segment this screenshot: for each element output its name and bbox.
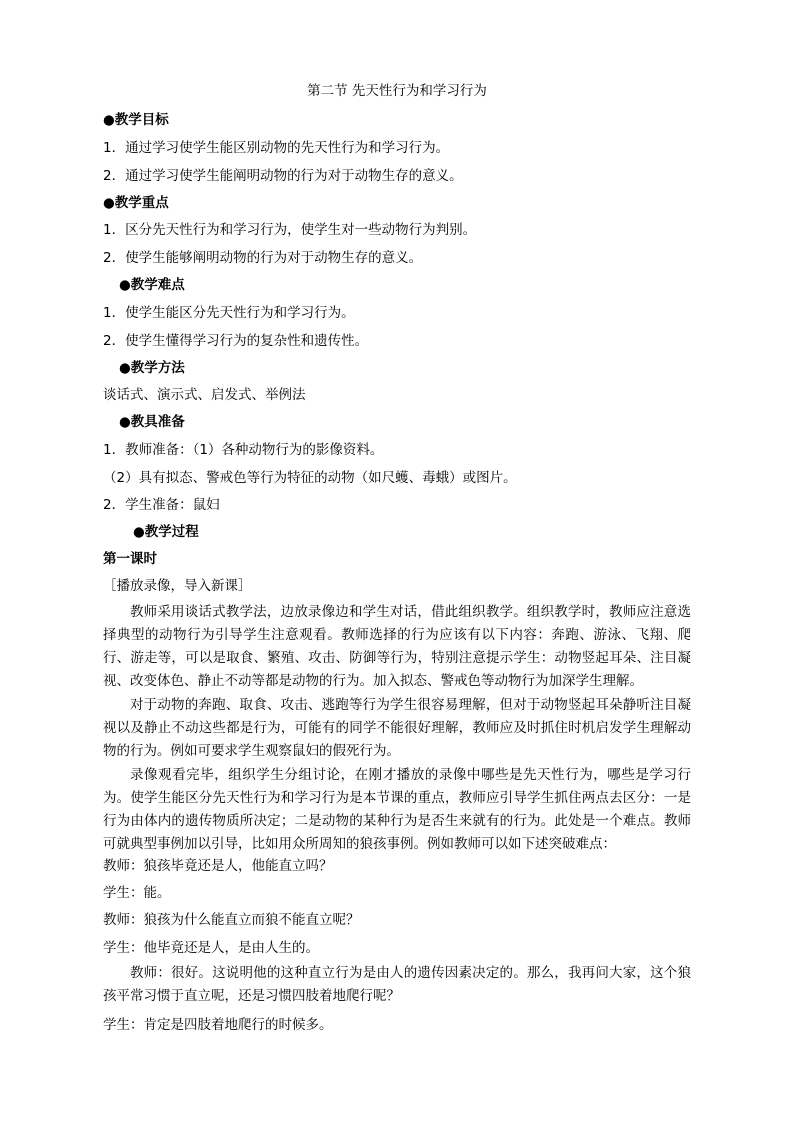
page-title: 第二节 先天性行为和学习行为	[307, 83, 487, 99]
lesson-heading: 第一课时	[103, 551, 157, 567]
heading-teaching-tools: ●教具准备	[119, 414, 185, 430]
dialog-line-5: 教师：很好。这说明他的这种直立行为是由人的遗传因素决定的。那么，我再问大家，这个狼孩平常习惯于直立呢，还是习惯四肢着地爬行呢？	[103, 965, 691, 1004]
paragraph-1: 教师采用谈话式教学法，边放录像边和学生对话，借此组织教学。组织教学时，教师应注意选择典型的动物行为引导学生注意观看。教师选择的行为应该有以下内容：奔跑、游泳、飞翔、爬行、游走等，可以是取食、繁殖、攻击、防御等行为，特别注意提示学生：动物竖起耳朵、注目凝视、改变体色、静止不动等都是动物的行为。加入拟态、警戒色等动物行为加深学生理解。	[103, 604, 691, 689]
heading-key-points: ●教学重点	[103, 195, 169, 211]
dialog-line-3: 教师：狼孩为什么能直立而狼不能直立呢？	[103, 912, 360, 928]
difficult-item-2: 2．使学生懂得学习行为的复杂性和遗传性。	[103, 333, 369, 349]
heading-teaching-method: ●教学方法	[119, 360, 185, 376]
dialog-line-6: 学生：肯定是四肢着地爬行的时候多。	[103, 1017, 333, 1033]
dialog-line-2: 学生：能。	[103, 885, 171, 901]
key-item-2: 2．使学生能够阐明动物的行为对于动物生存的意义。	[103, 250, 423, 266]
dialog-line-1: 教师：狼孩毕竟还是人，他能直立吗？	[103, 858, 333, 874]
goal-item-1: 1．通过学习使学生能区别动物的先天性行为和学习行为。	[103, 140, 450, 156]
difficult-item-1: 1．使学生能区分先天性行为和学习行为。	[103, 305, 355, 321]
tools-item-1: 1．教师准备：（1）各种动物行为的影像资料。	[103, 442, 384, 458]
dialog-line-4: 学生：他毕竟还是人，是由人生的。	[103, 940, 319, 956]
heading-teaching-process: ●教学过程	[133, 524, 199, 540]
key-item-1: 1．区分先天性行为和学习行为，使学生对一些动物行为判别。	[103, 222, 477, 238]
paragraph-2: 对于动物的奔跑、取食、攻击、逃跑等行为学生很容易理解，但对于动物竖起耳朵静听注目凝视以及静止不动这些都是行为，可能有的同学不能很好理解，教师应及时抓住时机启发学生理解动物的行为。例如可要求学生观察鼠妇的假死行为。	[103, 697, 691, 759]
method-text: 谈话式、演示式、启发式、举例法	[103, 387, 306, 403]
tools-item-3: 2．学生准备：鼠妇	[103, 497, 220, 513]
intro-line: ［播放录像，导入新课］	[103, 578, 252, 594]
heading-teaching-goals: ●教学目标	[103, 112, 169, 128]
paragraph-3: 录像观看完毕，组织学生分组讨论，在刚才播放的录像中哪些是先天性行为，哪些是学习行为。使学生能区分先天性行为和学习行为是本节课的重点，教师应引导学生抓住两点去区分：一是行为由体内的遗传物质所决定；二是动物的某种行为是否生来就有的行为。此处是一个难点。教师可就典型事例加以引导，比如用众所周知的狼孩事例。例如教师可以如下述突破难点：	[103, 767, 691, 852]
heading-difficult-points: ●教学难点	[119, 277, 185, 293]
tools-item-2: （2）具有拟态、警戒色等行为特征的动物（如尺蠖、毒蛾）或图片。	[103, 470, 517, 486]
goal-item-2: 2．通过学习使学生能阐明动物的行为对于动物生存的意义。	[103, 168, 463, 184]
